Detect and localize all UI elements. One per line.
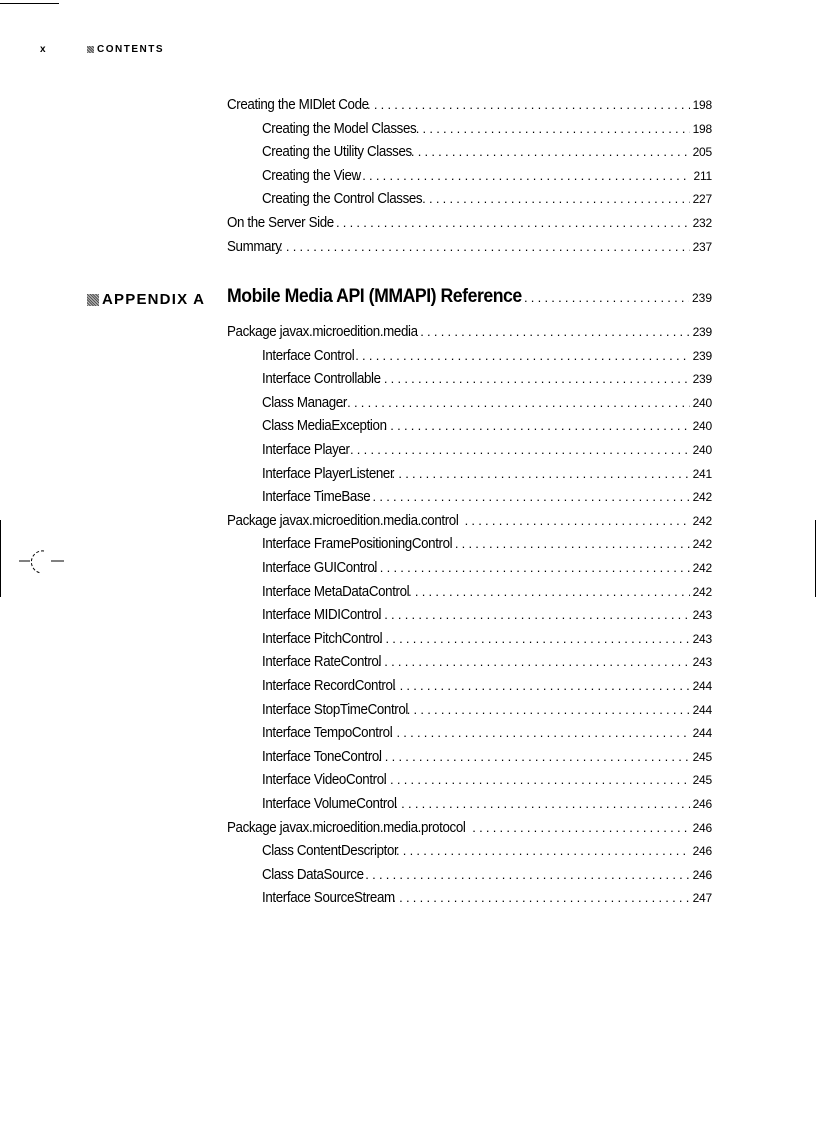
dot-leader xyxy=(407,702,690,717)
toc-entry-page: 198 xyxy=(692,98,712,112)
dot-leader xyxy=(392,466,690,481)
dot-leader xyxy=(383,418,689,433)
toc-entry-page: 237 xyxy=(692,239,712,254)
toc-entry-title: Creating the Model Classes xyxy=(262,120,417,137)
toc-entry-title: Interface MIDIControl xyxy=(262,607,382,624)
dot-leader xyxy=(390,725,690,740)
toc-entry-title: Interface GUIControl xyxy=(262,560,377,576)
toc-entry xyxy=(262,560,712,582)
toc-entry-title: Class DataSource xyxy=(262,866,364,883)
left-margin-line xyxy=(0,520,1,597)
dot-leader xyxy=(392,890,689,905)
toc-entry-page: 243 xyxy=(692,631,712,646)
toc-entry-title: Class Manager xyxy=(262,394,347,411)
dot-leader xyxy=(329,215,689,230)
dot-leader xyxy=(272,239,689,254)
toc-entry-title: Interface TempoControl xyxy=(262,725,393,742)
dot-leader xyxy=(377,371,690,386)
toc-entry xyxy=(262,607,712,629)
toc-entry-page: 246 xyxy=(692,867,712,882)
appendix-heading xyxy=(227,286,712,314)
toc-entry xyxy=(262,654,712,676)
toc-entry-page: 241 xyxy=(692,466,712,481)
toc-entry-page: 242 xyxy=(692,561,712,575)
toc-entry-page: 245 xyxy=(692,773,712,788)
dot-leader xyxy=(472,820,689,835)
toc-entry-title: Package javax.microedition.media xyxy=(227,324,418,340)
page-folio: x xyxy=(40,44,47,55)
toc-entry-title: Interface VideoControl xyxy=(262,772,387,789)
toc-entry xyxy=(227,324,712,346)
toc-entry-title: Interface TimeBase xyxy=(262,489,371,506)
toc-entry xyxy=(262,371,712,393)
toc-entry-page: 245 xyxy=(692,749,712,764)
toc-entry-page: 240 xyxy=(692,419,712,434)
dot-leader xyxy=(408,584,690,599)
toc-entry xyxy=(262,867,712,889)
toc-entry-page: 243 xyxy=(692,608,712,623)
toc-entry-page: 246 xyxy=(692,844,712,859)
square-bullet-icon xyxy=(87,46,94,53)
square-bullet-icon xyxy=(87,294,99,306)
toc-entry-title: Summary xyxy=(227,238,282,255)
toc-entry-title: Interface Control xyxy=(262,347,355,364)
toc-entry xyxy=(227,97,712,119)
toc-entry xyxy=(262,121,712,143)
running-head xyxy=(87,44,164,55)
toc-entry-page: 244 xyxy=(692,702,712,717)
dot-leader xyxy=(355,168,690,183)
dot-leader xyxy=(393,678,690,693)
toc-entry xyxy=(262,168,712,190)
top-rule xyxy=(0,3,59,4)
toc-entry xyxy=(262,725,712,747)
running-head-text: CONTENTS xyxy=(97,44,164,55)
dot-leader xyxy=(394,796,689,811)
toc-entry xyxy=(262,702,712,724)
toc-entry-page: 246 xyxy=(692,820,712,835)
appendix-label-text: APPENDIX A xyxy=(102,291,206,308)
toc-entry xyxy=(262,678,712,700)
dot-leader xyxy=(455,536,690,551)
appendix-title: Mobile Media API (MMAPI) Reference xyxy=(227,286,522,307)
toc-entry xyxy=(262,796,712,818)
toc-entry xyxy=(227,215,712,237)
toc-entry-title: Class ContentDescriptor xyxy=(262,843,399,860)
toc-entry xyxy=(262,631,712,653)
toc-entry xyxy=(262,395,712,417)
toc-entry-page: 247 xyxy=(692,891,712,906)
toc-entry-page: 242 xyxy=(692,490,712,505)
toc-entry-page: 239 xyxy=(692,348,712,363)
appendix-page-number: 239 xyxy=(691,291,712,305)
dot-leader xyxy=(343,442,689,457)
toc-entry-page: 246 xyxy=(692,797,712,811)
toc-entry xyxy=(262,536,712,558)
toc-entry-title: Creating the View xyxy=(262,167,361,184)
toc-entry-page: 242 xyxy=(692,513,712,528)
toc-entry-title: Package javax.microedition.media.protocol xyxy=(227,819,466,836)
toc-entry xyxy=(262,466,712,488)
toc-entry-title: Interface Player xyxy=(262,442,350,458)
dot-leader xyxy=(377,607,689,622)
toc-entry-title: On the Server Side xyxy=(227,215,334,231)
toc-entry xyxy=(262,843,712,865)
toc-entry-page: 198 xyxy=(692,121,712,136)
toc-entry-page: 227 xyxy=(692,192,712,207)
toc-entry-title: Interface RateControl xyxy=(262,654,382,671)
toc-entry-page: 240 xyxy=(692,443,712,457)
crop-mark-icon xyxy=(19,549,64,577)
toc-entry-page: 242 xyxy=(692,584,712,599)
toc-entry-title: Interface StopTimeControl xyxy=(262,701,409,718)
toc-entry xyxy=(262,144,712,166)
dot-leader xyxy=(340,395,689,410)
toc-entry-title: Package javax.microedition.media.control xyxy=(227,512,459,529)
dot-leader xyxy=(465,513,690,528)
dot-leader xyxy=(373,560,690,575)
toc-entry-title: Interface VolumeControl xyxy=(262,796,397,812)
toc-entry xyxy=(262,772,712,794)
dot-leader xyxy=(383,772,689,787)
toc-entry-page: 239 xyxy=(692,325,712,339)
toc-entry xyxy=(262,418,712,440)
toc-entry-title: Interface PlayerListener xyxy=(262,465,395,482)
toc-entry-title: Interface PitchControl xyxy=(262,630,383,647)
toc-entry-page: 211 xyxy=(693,168,712,183)
toc-entry-title: Creating the Control Classes xyxy=(262,191,423,208)
toc-entry xyxy=(227,239,712,261)
dot-leader xyxy=(524,290,689,305)
dot-leader xyxy=(377,654,689,669)
dot-leader xyxy=(416,121,690,136)
dot-leader xyxy=(348,348,689,363)
toc-entry-page: 243 xyxy=(692,655,712,670)
appendix-label xyxy=(87,291,205,308)
dot-leader xyxy=(367,97,690,112)
toc-entry-title: Interface Controllable xyxy=(262,371,381,388)
toc-entry-title: Class MediaException xyxy=(262,418,387,435)
dot-leader xyxy=(420,324,689,339)
toc-entry-page: 242 xyxy=(692,537,712,552)
toc-entry xyxy=(262,489,712,511)
dot-leader xyxy=(411,144,690,159)
toc-entry xyxy=(262,749,712,771)
toc-entry xyxy=(262,191,712,213)
dot-leader xyxy=(396,843,690,858)
toc-entry-title: Creating the MIDlet Code xyxy=(227,97,369,113)
toc-entry-title: Interface MetaDataControl xyxy=(262,583,410,600)
dot-leader xyxy=(378,749,690,764)
toc-entry-title: Creating the Utility Classes xyxy=(262,144,412,161)
toc-entry-page: 244 xyxy=(692,726,712,741)
dot-leader xyxy=(379,631,690,646)
toc-entry xyxy=(262,584,712,606)
toc-entry xyxy=(262,890,712,912)
dot-leader xyxy=(366,489,690,504)
toc-entry-title: Interface FramePositioningControl xyxy=(262,536,453,553)
toc-entry-title: Interface ToneControl xyxy=(262,748,382,765)
dot-leader xyxy=(422,191,689,206)
dot-leader xyxy=(358,867,689,882)
toc-entry-title: Interface RecordControl xyxy=(262,678,396,694)
toc-entry-title: Interface SourceStream xyxy=(262,890,395,907)
toc-entry xyxy=(262,348,712,370)
toc-entry xyxy=(227,820,712,842)
toc-entry xyxy=(227,513,712,535)
toc-entry-page: 205 xyxy=(692,145,712,160)
toc-entry-page: 240 xyxy=(692,395,712,410)
toc-entry-page: 244 xyxy=(692,679,712,693)
toc-entry-page: 232 xyxy=(692,216,712,230)
toc-entry xyxy=(262,442,712,464)
toc-entry-page: 239 xyxy=(692,372,712,387)
